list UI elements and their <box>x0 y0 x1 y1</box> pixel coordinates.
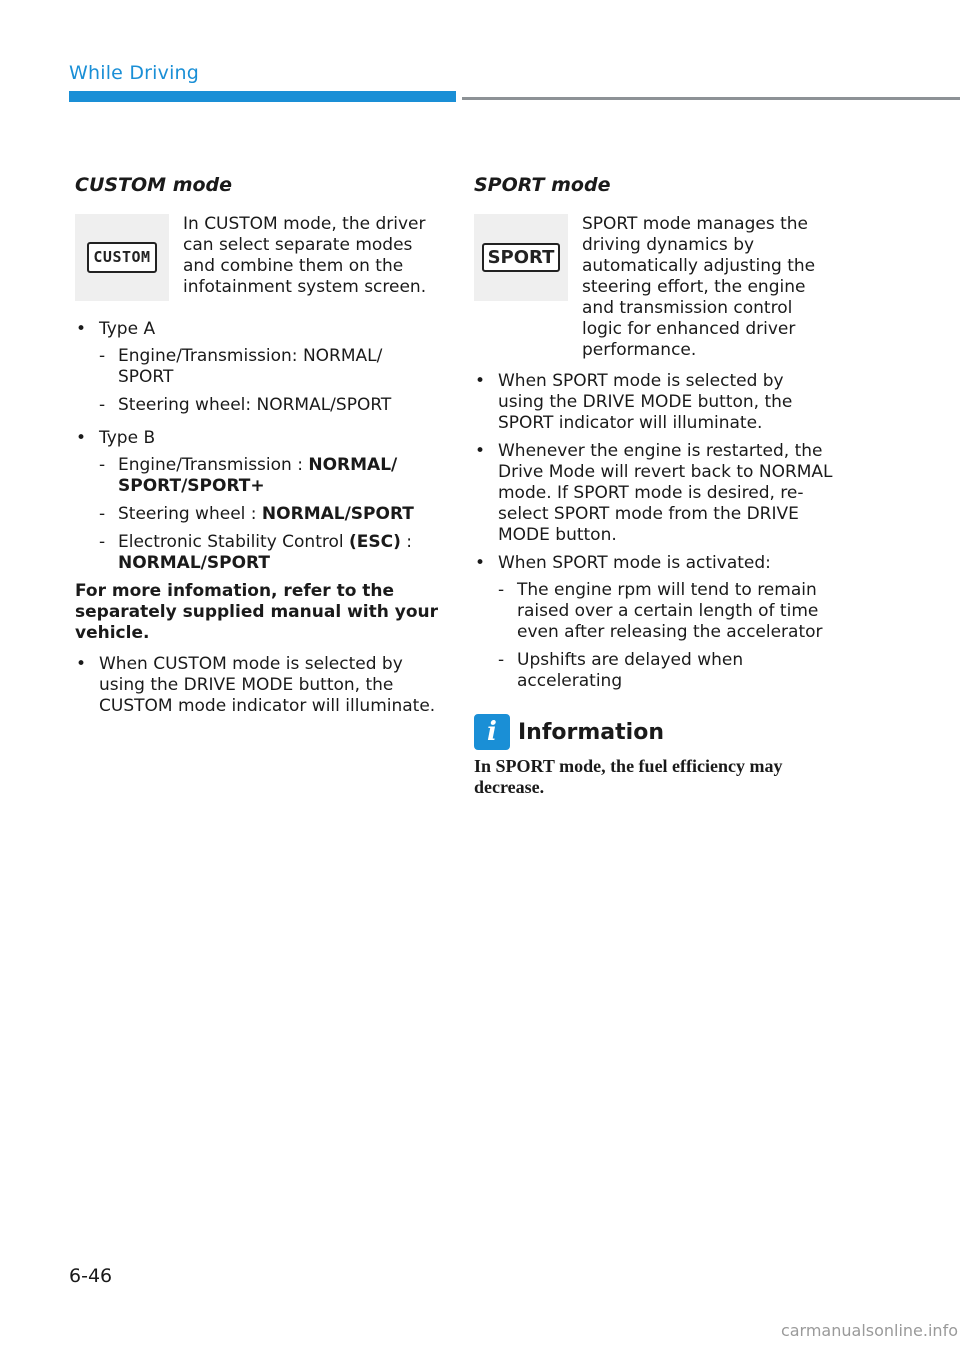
item-value: NORMAL/SPORT <box>261 504 414 524</box>
list-item: • When SPORT mode is selected by using the DRIVE MODE button, the SPORT indicator will illuminate. <box>474 371 834 434</box>
sport-mode-indicator-icon: SPORT <box>482 243 561 272</box>
list-item: • Whenever the engine is restarted, the Drive Mode will revert back to NORMAL mode. If SPORT mode is desired, re-select SPORT mode from the DRIVE MODE button. <box>474 441 834 546</box>
header-rule-blue <box>69 91 456 102</box>
list-item: - Engine/Transmission: NORMAL/ SPORT <box>99 346 440 388</box>
page-number: 6-46 <box>69 1265 113 1287</box>
type-b-label: Type B <box>99 428 156 448</box>
information-header <box>474 714 834 750</box>
item-prefix: Engine/Transmission : <box>118 455 309 475</box>
information-body: In SPORT mode, the fuel efficiency may decrease. <box>474 756 783 797</box>
activated-label: When SPORT mode is activated: <box>498 553 771 573</box>
type-a-items <box>99 346 440 416</box>
custom-intro-text-wrap <box>183 214 440 298</box>
custom-note: For more infomation, refer to the separately supplied manual with your vehicle. <box>75 581 438 643</box>
custom-types-list <box>75 319 440 574</box>
list-item: - The engine rpm will tend to remain raised over a certain length of time even after releasing the accelerator <box>498 580 834 643</box>
type-b-items <box>99 455 440 574</box>
header-rule-gray <box>462 97 960 100</box>
custom-mode-icon-box <box>75 214 169 301</box>
item-prefix: Steering wheel : <box>118 504 262 524</box>
information-title: Information <box>518 719 664 745</box>
left-column <box>75 170 440 724</box>
sport-intro-text: SPORT mode manages the driving dynamics by automatically adjusting the steering effort, the engine and transmission control logic for enhanced driver performance. <box>582 214 816 360</box>
custom-mode-heading: CUSTOM mode <box>75 174 233 196</box>
list-item <box>75 319 440 416</box>
sport-intro-text-wrap <box>582 214 834 361</box>
custom-bullets <box>75 654 440 717</box>
item-abbr: (ESC) <box>349 532 401 552</box>
item-value: NORMAL/SPORT <box>118 553 270 573</box>
section-title: While Driving <box>69 62 200 84</box>
item-suffix: : <box>400 532 413 552</box>
list-item <box>99 532 440 574</box>
activated-items <box>498 580 834 692</box>
sport-mode-intro <box>474 214 834 361</box>
list-item <box>99 504 440 525</box>
information-icon: i <box>474 714 510 750</box>
list-item <box>99 455 440 497</box>
custom-intro-text: In CUSTOM mode, the driver can select separate modes and combine them on the infotainment system screen. <box>183 214 427 297</box>
item-prefix: Electronic Stability Control <box>118 532 350 552</box>
list-item: • When CUSTOM mode is selected by using the DRIVE MODE button, the CUSTOM mode indicator will illuminate. <box>75 654 440 717</box>
right-column <box>474 170 834 798</box>
sport-mode-heading: SPORT mode <box>474 174 611 196</box>
list-item: - Steering wheel: NORMAL/SPORT <box>99 395 440 416</box>
list-item <box>474 553 834 692</box>
watermark: carmanualsonline.info <box>780 1321 958 1340</box>
sport-bullets <box>474 371 834 692</box>
item-value: NORMAL/ SPORT/SPORT+ <box>118 455 398 496</box>
custom-mode-intro <box>75 214 440 301</box>
sport-mode-icon-box <box>474 214 568 301</box>
list-item: - Upshifts are delayed when accelerating <box>498 650 834 692</box>
list-item <box>75 428 440 574</box>
custom-mode-indicator-icon: CUSTOM <box>87 242 156 273</box>
type-a-label: Type A <box>99 319 156 339</box>
